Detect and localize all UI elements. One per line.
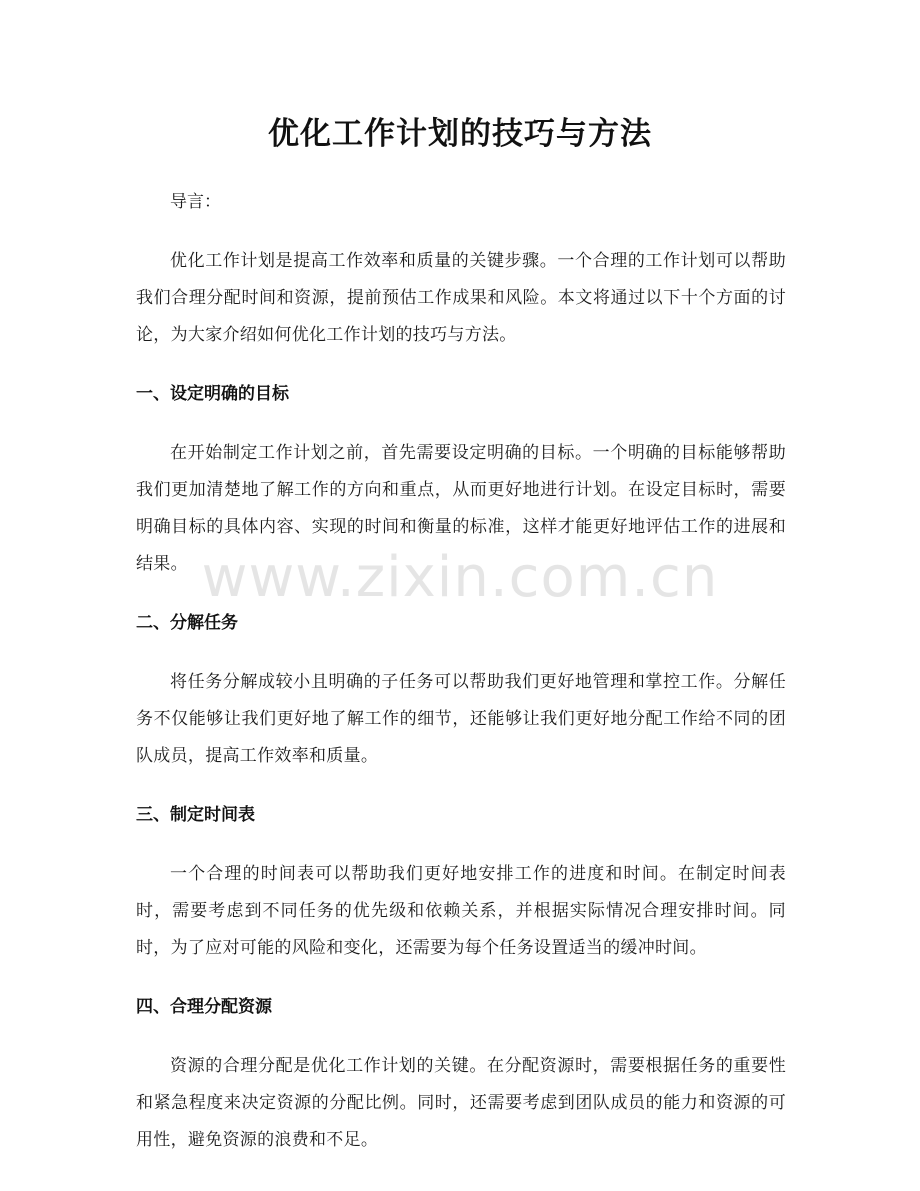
document-body [136, 184, 786, 1181]
section-heading-2: 二、分解任务 [136, 613, 238, 633]
section-heading-4: 四、合理分配资源 [136, 997, 272, 1017]
section-heading-3: 三、制定时间表 [136, 805, 255, 825]
section-body-1: 在开始制定工作计划之前，首先需要设定明确的目标。一个明确的目标能够帮助我们更加清楚地了解工作的方向和重点，从而更好地进行计划。在设定目标时，需要明确目标的具体内容、实现的时间和衡量的标准，这样才能更好地评估工作的进展和结果。 [136, 443, 786, 574]
document-title: 优化工作计划的技巧与方法 [268, 116, 652, 152]
section-heading-1: 一、设定明确的目标 [136, 384, 289, 404]
intro-label: 导言： [170, 192, 221, 212]
section-body-2: 将任务分解成较小且明确的子任务可以帮助我们更好地管理和掌控工作。分解任务不仅能够让我们更好地了解工作的细节，还能够让我们更好地分配工作给不同的团队成员，提高工作效率和质量。 [136, 672, 786, 766]
watermark: www.zixin.com.cn [201, 545, 719, 610]
intro-paragraph: 优化工作计划是提高工作效率和质量的关键步骤。一个合理的工作计划可以帮助我们合理分配时间和资源，提前预估工作成果和风险。本文将通过以下十个方面的讨论，为大家介绍如何优化工作计划的技巧与方法。 [136, 251, 786, 345]
section-body-4: 资源的合理分配是优化工作计划的关键。在分配资源时，需要根据任务的重要性和紧急程度来决定资源的分配比例。同时，还需要考虑到团队成员的能力和资源的可用性，避免资源的浪费和不足。 [136, 1056, 786, 1150]
section-body-3: 一个合理的时间表可以帮助我们更好地安排工作的进度和时间。在制定时间表时，需要考虑到不同任务的优先级和依赖关系，并根据实际情况合理安排时间。同时，为了应对可能的风险和变化，还需要为每个任务设置适当的缓冲时间。 [136, 864, 786, 958]
